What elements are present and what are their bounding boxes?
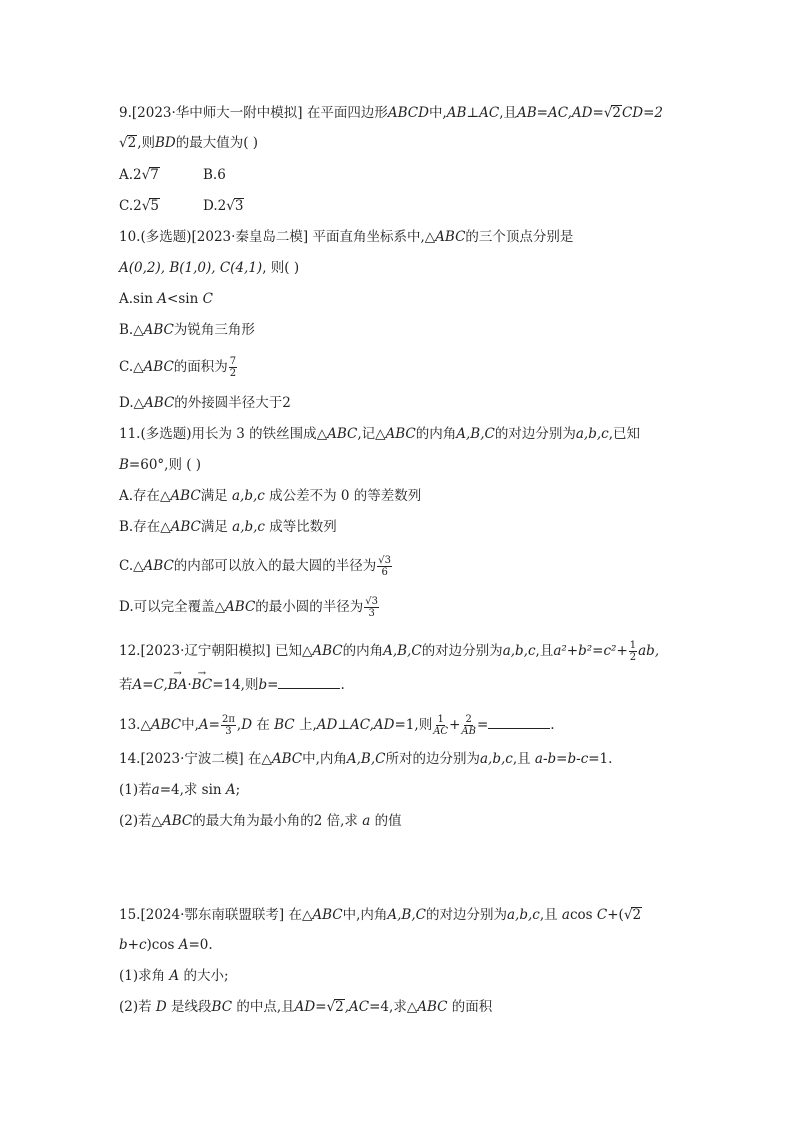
q10-text: B. — [119, 322, 134, 338]
q13-text: = — [208, 717, 220, 733]
q15-text: a — [561, 907, 570, 923]
q11-text: 11.(多选题)用长为 3 的铁丝围成 — [119, 426, 317, 442]
fraction-denominator: 6 — [381, 567, 388, 578]
q9-text: ⊥ — [466, 105, 480, 121]
q10-text: △ABC — [424, 229, 466, 245]
q13-text: + — [449, 717, 461, 733]
q10-text: C — [202, 291, 213, 307]
vector-ba: → BA — [168, 676, 188, 694]
q10-text: A.sin — [119, 291, 158, 307]
fraction-numerator: √3 — [378, 555, 392, 566]
fraction-numerator: 7 — [229, 356, 237, 367]
q9-stem-line2: √2,则BD的最大值为( ) — [119, 135, 259, 151]
q13-text: ⊥ — [337, 717, 351, 733]
q12-text: A=C, — [132, 677, 168, 693]
q11-text: 满足 — [200, 488, 228, 504]
q10-text: 为锐角三角形 — [173, 322, 255, 338]
q10-text: A(0,2), B(1,0), C(4,1) — [119, 260, 263, 276]
q13-text: A — [198, 717, 209, 733]
q9-radicand: 7 — [150, 167, 159, 183]
q9-option-c-label: C.2 — [119, 198, 142, 214]
q14-text: A — [225, 782, 236, 798]
q15-text: 的面积 — [451, 999, 493, 1015]
q14-text: a,b,c — [479, 751, 513, 767]
q9-text: ,且 — [499, 105, 517, 121]
q11-text: C. — [119, 558, 134, 574]
q11-text: 的最小圆的半径为 — [255, 599, 364, 615]
q13-text: BC — [274, 717, 295, 733]
fraction-denominator: AC — [433, 726, 449, 737]
q10-text: △ABC — [133, 395, 175, 411]
q15-part-1 — [119, 967, 229, 985]
q15-text: A,B,C — [387, 907, 426, 923]
q9-radicand: 2 — [127, 135, 137, 151]
q11-text: ,记 — [357, 426, 376, 442]
q15-text: 15.[2024·鄂东南联盟联考] 在 — [119, 907, 302, 923]
fraction — [221, 714, 236, 737]
q14-text: =4,求 sin — [159, 782, 226, 798]
q15-text: cos — [569, 907, 597, 923]
q11-text: 成等比数列 — [269, 519, 337, 535]
fraction-numerator: 2 — [465, 714, 472, 725]
q9-radicand: 5 — [150, 198, 159, 214]
q15-text: A — [169, 968, 180, 984]
q11-text: D.可以完全覆盖 — [119, 599, 215, 615]
q14-text: a-b=b-c — [534, 751, 589, 767]
q11-option-c[interactable] — [119, 555, 393, 578]
q12-text: 12.[2023·辽宁朝阳模拟] 已知 — [119, 643, 302, 659]
q10-text: C. — [119, 359, 134, 375]
q13-text: 中, — [181, 717, 199, 733]
q13-text: 在 — [256, 717, 270, 733]
q13-text: 13. — [119, 717, 141, 733]
q11-text: a,b,c — [575, 426, 609, 442]
fraction-numerator: 1 — [437, 714, 444, 725]
q10-option-a[interactable] — [119, 290, 213, 308]
q12-text: b — [258, 677, 268, 693]
q15-text: C — [596, 907, 608, 923]
q14-text: =1. — [588, 751, 613, 767]
q12-stem-line2 — [119, 676, 345, 694]
q15-text: AD= — [294, 999, 327, 1015]
q14-text: a — [151, 782, 160, 798]
q11-stem-line2 — [119, 456, 201, 474]
fraction-denominator: 2 — [629, 652, 637, 663]
q11-text: ,已知 — [608, 426, 640, 442]
q9-text: 9.[2023·华中师大一附中模拟] 在平面四边形 — [119, 105, 388, 121]
q11-stem-line1 — [119, 425, 640, 443]
fraction — [377, 555, 392, 578]
q11-option-a[interactable] — [119, 487, 421, 505]
q11-option-b[interactable] — [119, 518, 337, 536]
q14-text: 的最大角为最小角的2 倍,求 — [192, 813, 358, 829]
q11-text: △ABC — [375, 426, 416, 442]
q14-text: 的值 — [374, 813, 402, 829]
q10-text: D. — [119, 395, 134, 411]
q15-text: b+c — [119, 937, 147, 953]
q9-text: AC — [479, 105, 500, 121]
q15-text: (1)求角 — [119, 968, 166, 984]
fraction-denominator: AB — [461, 726, 476, 737]
q9-option-c[interactable]: C.2√5 — [119, 198, 159, 214]
q12-answer-blank[interactable] — [278, 676, 340, 689]
q15-text: △ABC — [406, 999, 448, 1015]
q9-text: ABCD — [387, 105, 429, 121]
q14-text: (2)若 — [119, 813, 152, 829]
q12-text: a,b,c — [502, 643, 536, 659]
q11-text: △ABC — [316, 426, 358, 442]
q10-option-d[interactable] — [119, 394, 291, 412]
q11-text: B — [119, 457, 129, 473]
q10-option-b[interactable] — [119, 321, 255, 339]
q15-stem-line1: 15.[2024·鄂东南联盟联考] 在△ABC中,内角A,B,C的对边分别为a,b,c,且 acos C+(√2 — [119, 907, 642, 923]
q11-text: 的对边分别为 — [494, 426, 576, 442]
q10-text: 的面积为 — [173, 359, 228, 375]
q12-text: . — [340, 677, 345, 693]
q9-text: BD — [155, 135, 176, 151]
q11-text: 成公差不为 0 的等差数列 — [269, 488, 422, 504]
q10-text: 的三个顶点分别是 — [465, 229, 574, 245]
q11-text: △ABC — [160, 519, 201, 535]
q9-stem-line1: 9.[2023·华中师大一附中模拟] 在平面四边形ABCD中,AB⊥AC,且AB=AC,AD=√2CD=2 — [119, 105, 664, 121]
q12-text: = — [267, 677, 279, 693]
q15-radicand: 2 — [632, 907, 642, 923]
q11-text: 满足 — [200, 519, 228, 535]
vector-bc: → BC — [192, 676, 213, 694]
q9-text: ,则 — [137, 135, 155, 151]
q11-text: △ABC — [214, 599, 256, 615]
q11-text: a,b,c — [231, 488, 265, 504]
q14-part-2 — [119, 812, 402, 830]
fraction-denominator: 2 — [229, 368, 237, 379]
fraction — [461, 714, 476, 737]
q9-text: 中, — [428, 105, 447, 121]
q13-answer-blank[interactable] — [488, 716, 550, 729]
q15-text: a,b,c — [506, 907, 540, 923]
q13-text: . — [550, 717, 555, 733]
q15-text: 中,内角 — [342, 907, 388, 923]
fraction — [433, 714, 448, 737]
q9-option-b[interactable] — [203, 166, 226, 184]
q15-text: △ABC — [301, 907, 343, 923]
fraction-numerator: √3 — [365, 596, 379, 607]
q13-text: △ABC — [140, 717, 182, 733]
q15-text: ,AC — [344, 999, 370, 1015]
q15-stem-line2 — [119, 936, 213, 954]
q14-text: 中,内角 — [302, 751, 347, 767]
fraction-numerator: 2π — [221, 714, 235, 725]
q15-text: =4,求 — [369, 999, 407, 1015]
q12-stem-line1 — [119, 640, 659, 663]
q11-text: △ABC — [133, 558, 174, 574]
q9-option-a-label: A.2 — [119, 167, 142, 183]
q15-text: +( — [607, 907, 624, 923]
q14-part-1 — [119, 781, 240, 799]
q15-part-2: (2)若 D 是线段BC 的中点,且AD=√2,AC=4,求△ABC 的面积 — [119, 999, 493, 1015]
fraction — [629, 640, 637, 663]
q12-text: a²+b²=c²+ — [553, 643, 628, 659]
q10-text: △ABC — [133, 322, 174, 338]
q12-text: A,B,C — [383, 643, 422, 659]
q13-text: AD — [316, 717, 338, 733]
q15-text: 是线段 — [171, 999, 212, 1015]
q11-text: =60°,则 ( ) — [128, 457, 202, 473]
q9-text: CD=2 — [621, 105, 664, 121]
q10-stem-line2 — [119, 259, 299, 277]
q15-text: 的对边分别为 — [425, 907, 507, 923]
q12-text: 的内角 — [342, 643, 384, 659]
q11-option-d[interactable] — [119, 596, 380, 619]
q13-text: D — [241, 717, 253, 733]
q13-text: AC,AD — [350, 717, 395, 733]
q13-stem — [119, 714, 555, 737]
q10-text: A — [157, 291, 168, 307]
q14-text: a — [362, 813, 371, 829]
q11-text: B.存在 — [119, 519, 161, 535]
q14-text: (1)若 — [119, 782, 152, 798]
q11-text: 的内角 — [415, 426, 457, 442]
fraction-denominator: 3 — [368, 608, 375, 619]
q12-text: ab, — [638, 643, 660, 659]
q10-text: 10.(多选题)[2023·秦皇岛二模] 平面直角坐标系中, — [119, 229, 425, 245]
q15-text: 的中点,且 — [236, 999, 295, 1015]
q12-text: 若 — [119, 677, 133, 693]
q12-text: △ABC — [301, 643, 343, 659]
q9-option-d-label: D.2 — [203, 198, 227, 214]
q9-option-b-label: B.6 — [203, 167, 226, 183]
q12-text: · — [187, 677, 192, 693]
q15-text: =0. — [188, 937, 213, 953]
q15-text: BC — [211, 999, 233, 1015]
q15-radicand: 2 — [335, 999, 344, 1015]
q15-text: )cos — [146, 937, 179, 953]
q10-text: <sin — [167, 291, 203, 307]
q13-text: 上, — [298, 717, 317, 733]
q13-text: , — [236, 717, 242, 733]
fraction-numerator: 1 — [629, 640, 637, 651]
q10-text: , 则( ) — [262, 260, 300, 276]
q15-text: D — [155, 999, 167, 1015]
q11-text: 的内部可以放入的最大圆的半径为 — [173, 558, 377, 574]
q10-text: 的外接圆半径大于2 — [174, 395, 291, 411]
q14-text: 所对的边分别为 — [385, 751, 480, 767]
q9-option-d[interactable]: D.2√3 — [203, 198, 244, 214]
q15-text: ,且 — [539, 907, 558, 923]
q12-text: =14,则 — [212, 677, 259, 693]
q10-text: △ABC — [133, 359, 174, 375]
q11-text: a,b,c — [232, 519, 265, 535]
q10-option-c[interactable] — [119, 356, 238, 379]
q15-text: (2)若 — [119, 999, 152, 1015]
q13-text: =1,则 — [394, 717, 433, 733]
q9-text: 的最大值为( ) — [175, 135, 259, 151]
q13-text: = — [476, 717, 489, 733]
q15-text: 的大小; — [183, 968, 229, 984]
q15-text: A — [178, 937, 189, 953]
q14-stem — [119, 750, 612, 768]
q14-text: △ABC — [151, 813, 193, 829]
q11-text: A,B,C — [456, 426, 495, 442]
q9-option-a[interactable]: A.2√7 — [119, 167, 159, 183]
q9-text: AB=AC,AD= — [517, 105, 604, 121]
q12-text: 的对边分别为 — [421, 643, 503, 659]
fraction-denominator: 3 — [225, 726, 232, 737]
q14-text: ; — [235, 782, 241, 798]
fraction — [364, 596, 379, 619]
q9-radicand: 2 — [612, 105, 621, 121]
q14-text: ,且 — [512, 751, 531, 767]
q11-text: A.存在 — [119, 488, 161, 504]
q14-text: 14.[2023·宁波二模] 在 — [119, 751, 262, 767]
q12-text: ,且 — [535, 643, 554, 659]
q9-radicand: 3 — [234, 198, 244, 214]
fraction — [229, 356, 237, 379]
q9-text: AB — [446, 105, 467, 121]
q14-text: A,B,C — [346, 751, 386, 767]
q10-stem-line1 — [119, 228, 573, 246]
q14-text: △ABC — [261, 751, 303, 767]
q11-text: △ABC — [160, 488, 201, 504]
